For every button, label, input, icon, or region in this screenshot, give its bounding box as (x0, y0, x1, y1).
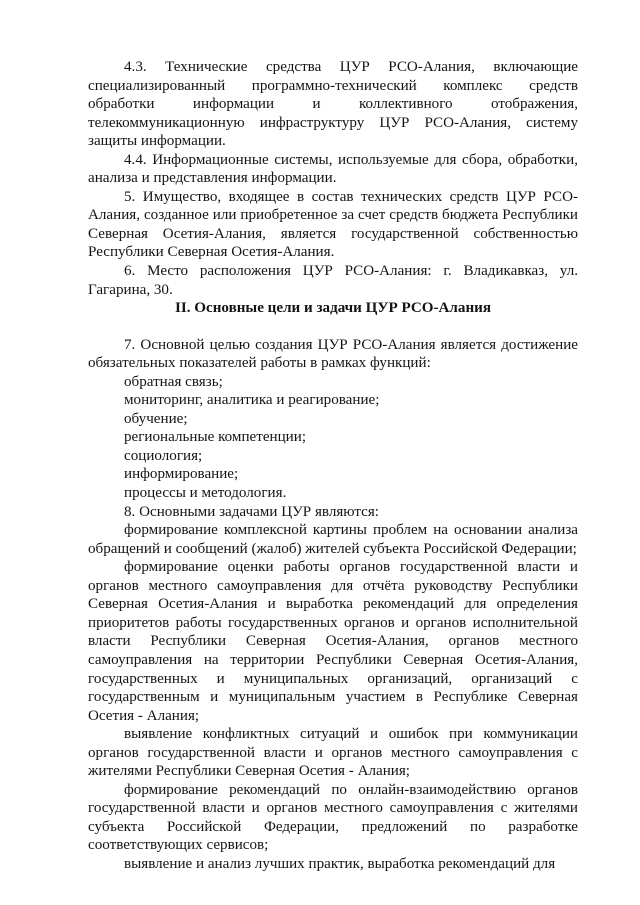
function-item: региональные компетенции; (124, 429, 307, 446)
task-item: формирование рекомендаций по онлайн-взаимодействию органов государственной власти и органов местного самоуправления с жителями субъекта Российской Федерации, предложений по разработке соответствующих сервисов; (88, 781, 578, 854)
paragraph-6: 6. Место расположения ЦУР РСО-Алания: г. Владикавказ, ул. Гагарина, 30. (88, 263, 578, 298)
paragraph-7: 7. Основной целью создания ЦУР РСО-Алания является достижение обязательных показателей работы в рамках функций: (88, 336, 578, 372)
function-item: обратная связь; (124, 373, 223, 390)
task-item: выявление конфликтных ситуаций и ошибок при коммуникации органов государственной власти и органов местного самоуправления с жителями Республики Северная Осетия - Алания; (88, 726, 578, 780)
document-page (88, 58, 578, 874)
function-item: социология; (124, 447, 203, 464)
function-item: процессы и методология. (124, 485, 287, 502)
paragraph-5: 5. Имущество, входящее в состав технических средств ЦУР РСО-Алания, созданное или приобретенное за счет средств бюджета Республики Северная Осетия-Алания, является государственной собственностью Республики Северная Осетия-Алания. (88, 188, 578, 261)
paragraph-4-4: 4.4. Информационные системы, используемые для сбора, обработки, анализа и представления информации. (88, 151, 578, 187)
paragraph-8: 8. Основными задачами ЦУР являются: (124, 503, 379, 520)
section-spacer (88, 318, 578, 336)
function-item: обучение; (124, 410, 188, 427)
task-item: выявление и анализ лучших практик, выработка рекомендаций для (124, 855, 556, 872)
task-item: формирование комплексной картины проблем на основании анализа обращений и сообщений (жалоб) жителей субъекта Российской Федерации; (88, 522, 578, 557)
section-heading: II. Основные цели и задачи ЦУР РСО-Алания (174, 300, 492, 317)
paragraph-4-3: 4.3. Технические средства ЦУР РСО-Алания, включающие специализированный программно-технический комплекс средств обработки информации и коллективного отображения, телекоммуникационную инфраструктуру ЦУР РСО-Алания, систему защиты информации. (88, 59, 578, 150)
function-item: информирование; (124, 466, 239, 483)
task-item: формирование оценки работы органов государственной власти и органов местного самоуправления для отчёта руководству Республики Северная Осетия-Алания и выработка рекомендаций для определения приоритетов работы государственных органов и органов исполнительной власти Республики Северная Осетия-Алания, органов местного самоуправления на территории Республики Северная Осетия-Алания, государственных и муниципальных организаций, организаций с государственным и муниципальным участием в Республике Северная Осетия - Алания; (88, 559, 578, 724)
function-item: мониторинг, аналитика и реагирование; (124, 392, 380, 409)
